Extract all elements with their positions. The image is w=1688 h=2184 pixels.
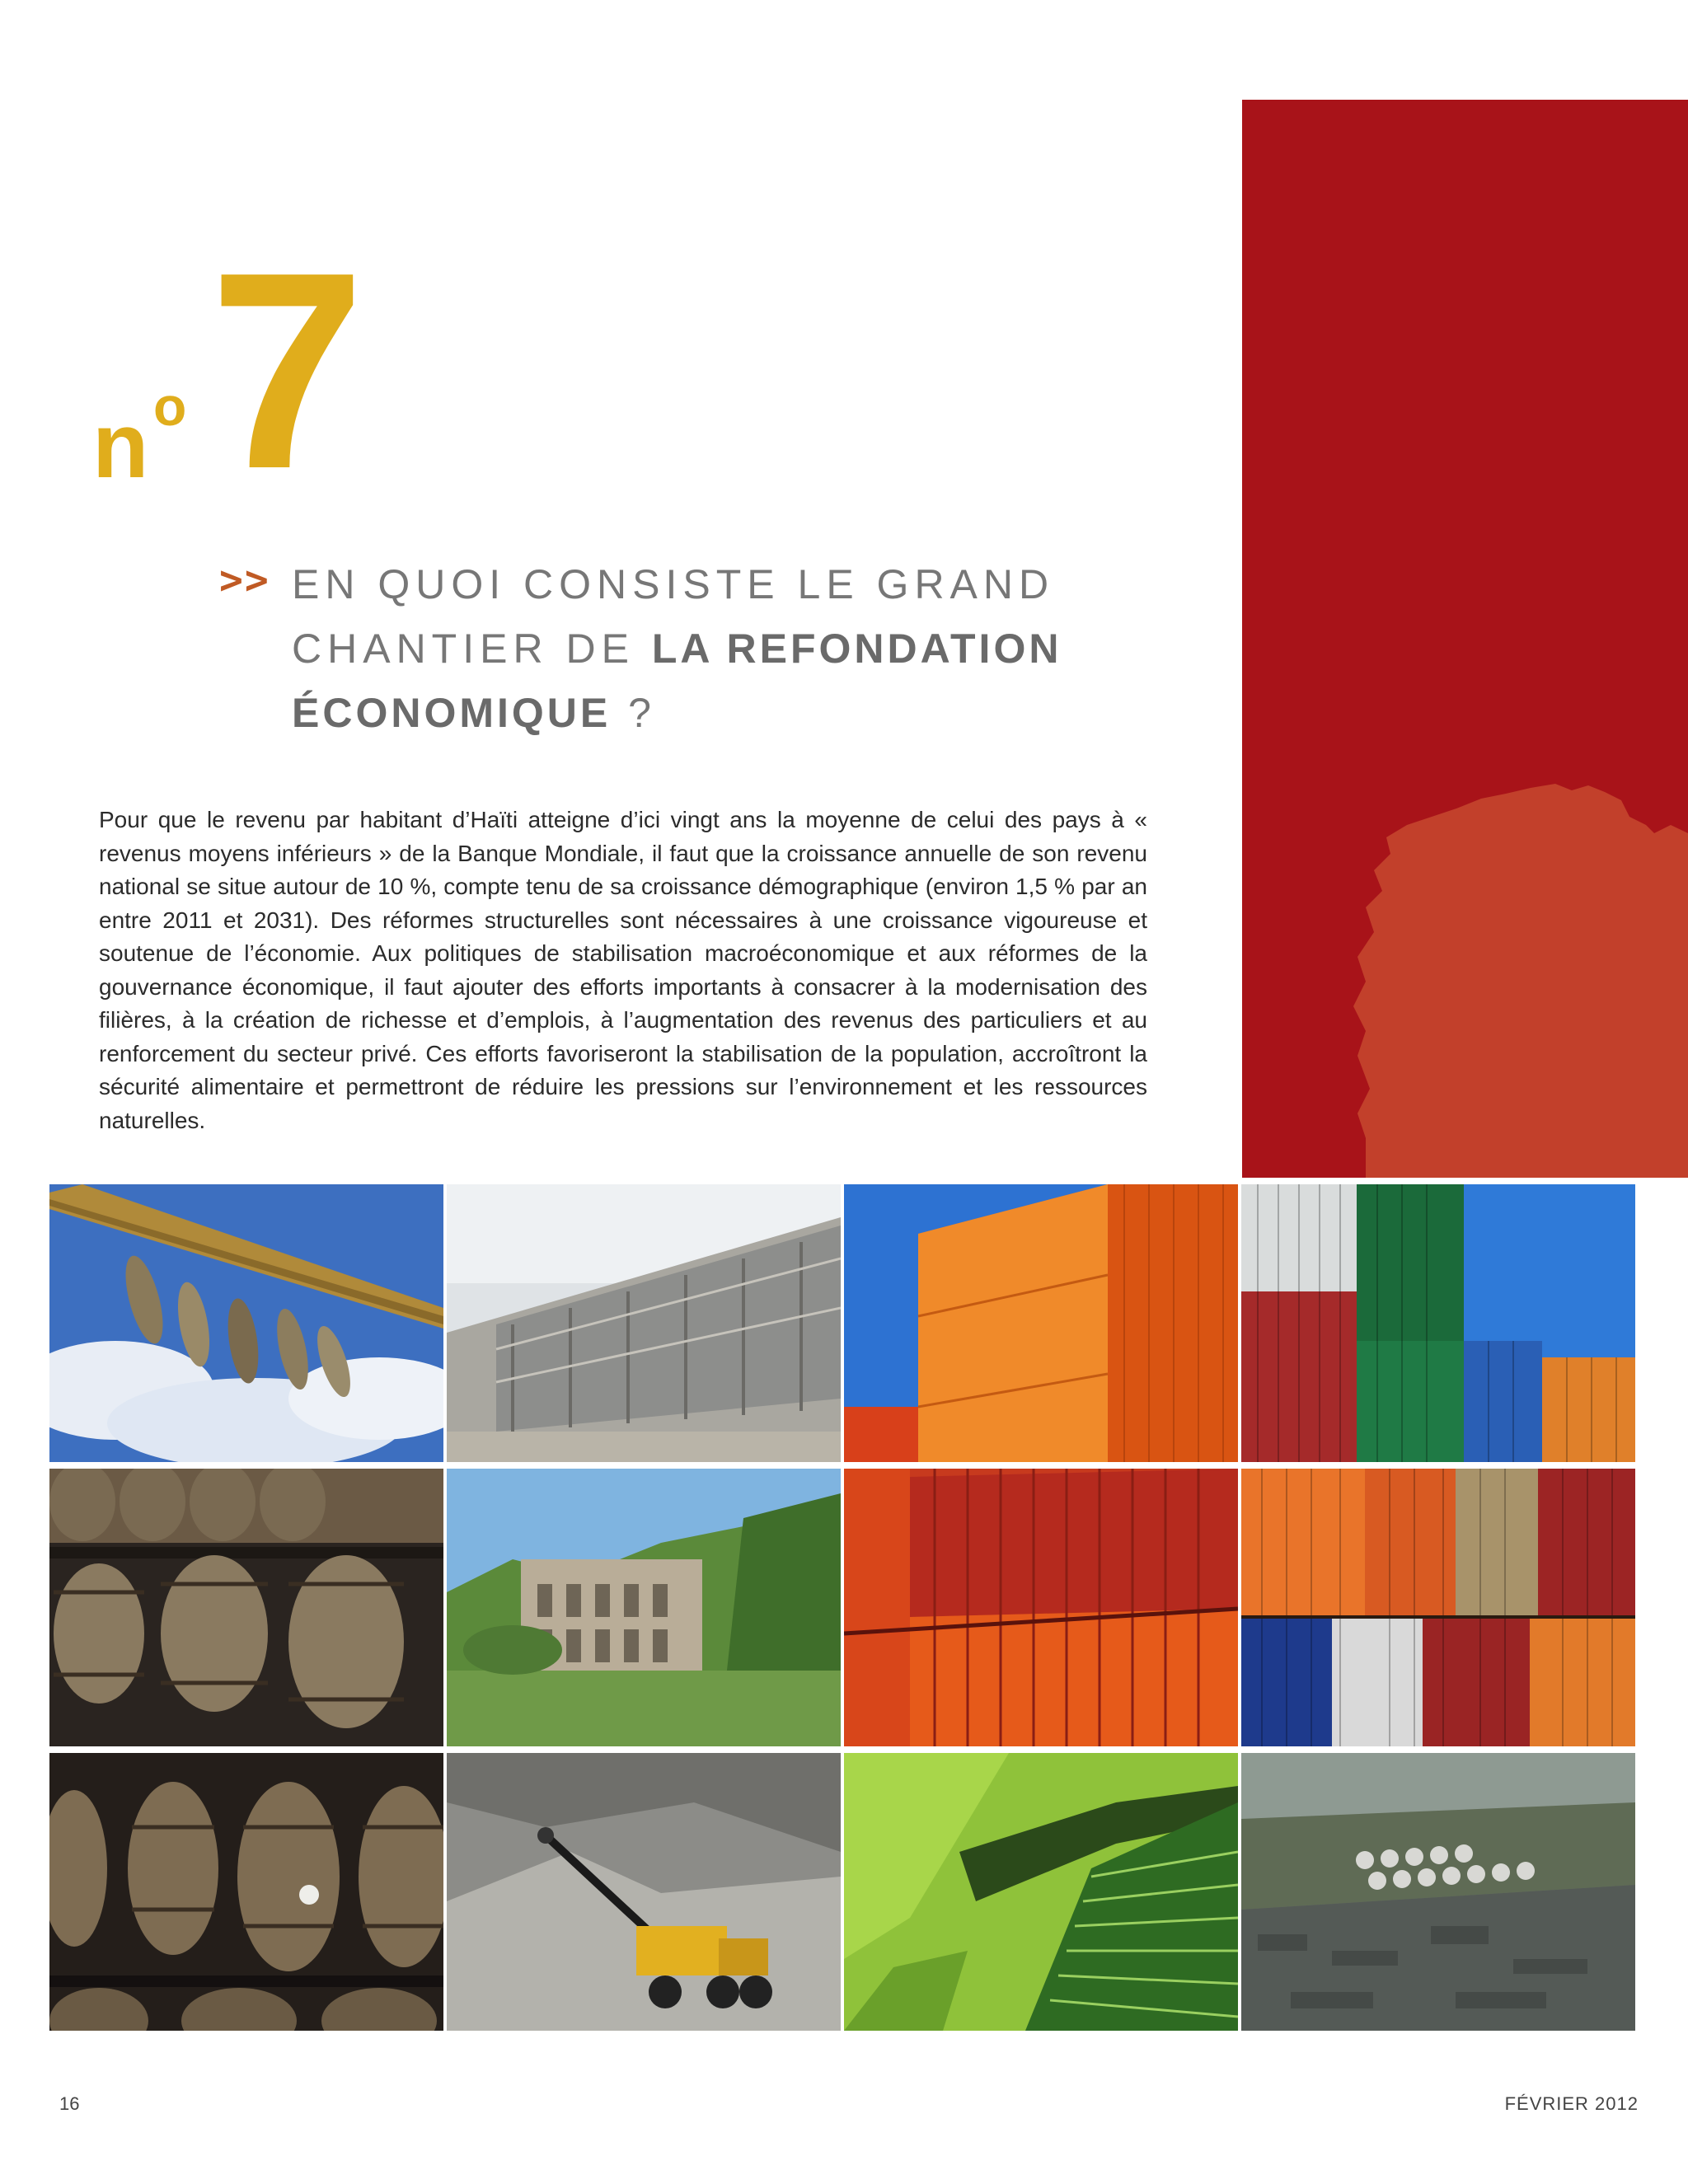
dried-fish-photo <box>49 1184 443 1462</box>
construction-site-photo <box>447 1184 841 1462</box>
question-line-2-regular: CHANTIER DE <box>292 626 652 672</box>
banana-leaf-photo <box>844 1753 1238 2031</box>
aerial-oil-tanks-photo <box>1241 1753 1635 2031</box>
question-line-2-bold: LA REFONDATION <box>651 626 1062 672</box>
citadel-ruins-photo <box>447 1469 841 1746</box>
body-paragraph: Pour que le revenu par habitant d’Haïti atteigne d’ici vingt ans la moyenne de celui des pays à « revenus moyens inférieurs » de la Banque Mondiale, il faut que la croissance annuelle de son revenu national se situe autour de 10 %, compte tenu de sa croissance démographique (environ 1,5 % par an entre 2011 et 2031). Des réformes structurelles sont nécessaires à une croissance vigoureuse et soutenue de l’économie. Aux politiques de stabilisation macroéconomique et aux réformes de la gouvernance économique, il faut ajouter des efforts importants à consacrer à la modernisation des filières, à la création de richesse et d’emplois, à l’augmentation des revenus des particuliers et au renforcement du secteur privé. Ces efforts favoriseront la stabilisation de la population, accroîtront la sécurité alimentaire et permettront de réduire les pressions sur l’environnement et les ressources naturelles. <box>99 807 1147 1133</box>
question-line-3-regular: ? <box>611 690 657 736</box>
red-decorative-block <box>1242 100 1688 1178</box>
containers-orange-photo <box>844 1184 1238 1462</box>
publication-date: FÉVRIER 2012 <box>1504 2093 1639 2114</box>
barrels-cellar-photo <box>49 1753 443 2031</box>
number-prefix: n <box>92 394 149 497</box>
containers-mixed-photo <box>1241 1469 1635 1746</box>
question-line-2 <box>292 616 1062 681</box>
haiti-map-silhouette <box>1242 100 1688 1178</box>
containers-stack-photo <box>1241 1184 1635 1462</box>
question-line-3 <box>292 681 1062 745</box>
page-number: 16 <box>59 2093 80 2114</box>
containers-red-photo <box>844 1469 1238 1746</box>
number-value: 7 <box>209 214 359 527</box>
mining-truck-photo <box>447 1753 841 2031</box>
question-line-1: EN QUOI CONSISTE LE GRAND <box>292 561 1055 607</box>
question-line-3-bold: ÉCONOMIQUE <box>292 690 612 736</box>
rum-barrels-photo <box>49 1469 443 1746</box>
number-ordinal: o <box>153 376 187 437</box>
double-chevron-icon: >> <box>219 557 270 603</box>
